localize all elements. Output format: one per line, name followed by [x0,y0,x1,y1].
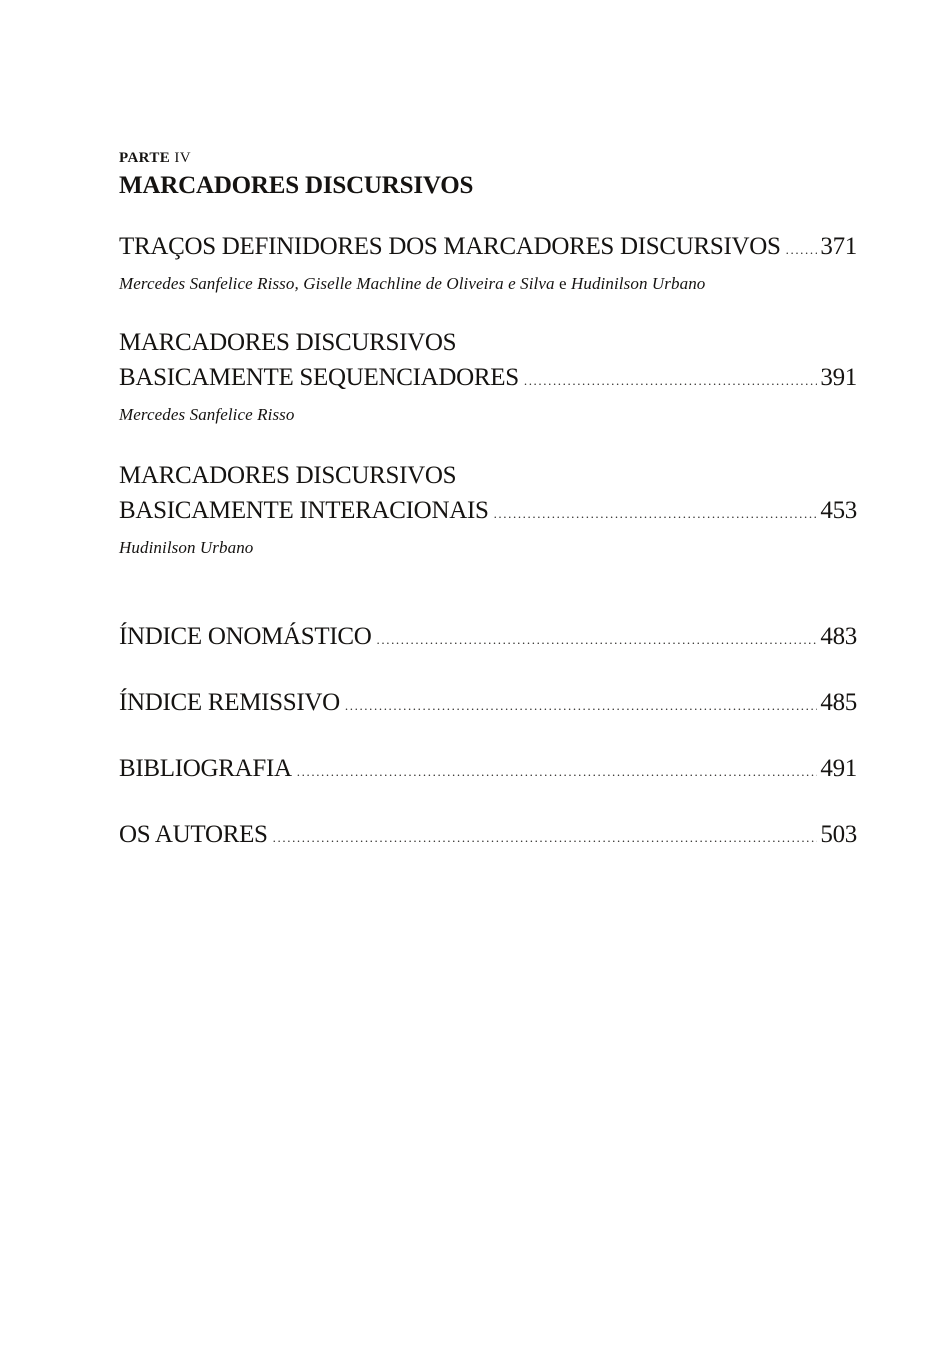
page-number: 371 [820,233,857,260]
toc-entry-line [119,325,857,360]
author-byline [119,403,857,426]
toc-entry [119,458,857,559]
toc-content [119,148,857,855]
part-label [119,148,857,168]
dot-leader [297,754,818,789]
page-number: 503 [820,821,857,848]
author-names: Hudinilson Urbano [570,274,706,293]
back-matter-title: ÍNDICE REMISSIVO [119,689,340,716]
back-matter-entry [119,619,857,657]
toc-entry-title: TRAÇOS DEFINIDORES DOS MARCADORES DISCURSIVOS [119,233,781,260]
author-names: Mercedes Sanfelice Risso [119,405,295,424]
author-byline [119,272,857,295]
page-number: 483 [820,623,857,650]
author-names: Hudinilson Urbano [119,538,254,557]
author-connector: e [554,274,571,293]
dot-leader [786,232,818,267]
back-matter-section [119,619,857,855]
back-matter-title: OS AUTORES [119,821,268,848]
page-number: 491 [820,755,857,782]
toc-entry-line [119,229,857,267]
author-names: Mercedes Sanfelice Risso, Giselle Machline de Oliveira e Silva [119,274,555,293]
toc-entry [119,325,857,426]
author-byline [119,536,857,559]
dot-leader [377,622,818,657]
part-header [119,148,857,200]
toc-entry-line [119,458,857,493]
page-number: 391 [820,364,857,391]
dot-leader [273,820,818,855]
back-matter-entry [119,751,857,789]
toc-entry-title-line1: MARCADORES DISCURSIVOS [119,462,457,489]
back-matter-title: BIBLIOGRAFIA [119,755,292,782]
back-matter-entry [119,817,857,855]
toc-entry-title-line1: MARCADORES DISCURSIVOS [119,329,457,356]
toc-entry-line [119,360,857,398]
part-number: IV [174,150,191,166]
page-number: 453 [820,497,857,524]
toc-entry [119,229,857,295]
back-matter-title: ÍNDICE ONOMÁSTICO [119,623,372,650]
toc-entry-line [119,493,857,531]
page-number: 485 [820,689,857,716]
toc-entry-title-line2: BASICAMENTE INTERACIONAIS [119,497,489,524]
part-label-text: PARTE [119,150,171,166]
dot-leader [524,363,818,398]
dot-leader [494,496,818,531]
back-matter-entry [119,685,857,723]
toc-entry-title-line2: BASICAMENTE SEQUENCIADORES [119,364,519,391]
part-title: MARCADORES DISCURSIVOS [119,172,474,199]
dot-leader [345,688,817,723]
